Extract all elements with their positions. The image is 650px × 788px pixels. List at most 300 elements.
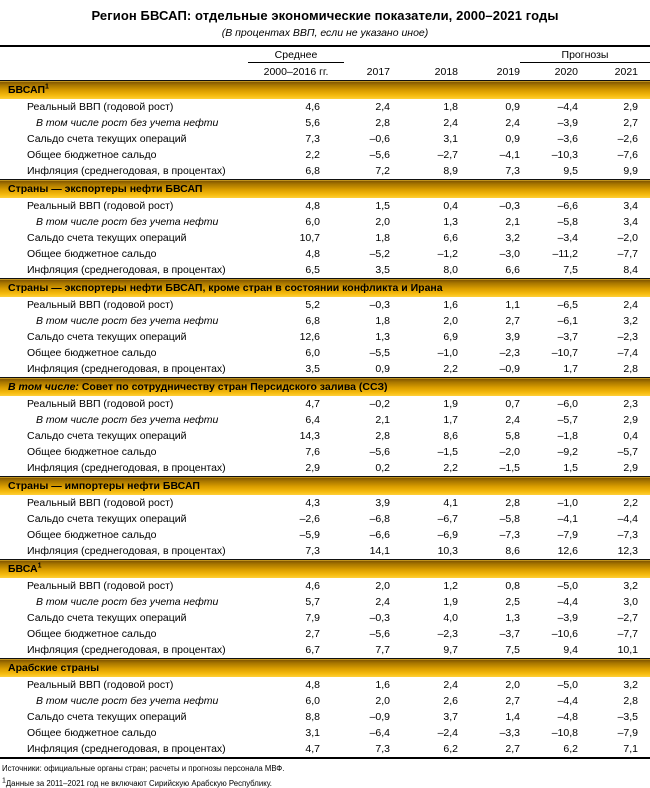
value-cell: –7,4 (617, 347, 638, 359)
value-cell: 3,4 (623, 200, 638, 212)
value-cell: –0,3 (499, 200, 520, 212)
header-spacer (638, 63, 650, 81)
value-cell: –3,9 (557, 117, 578, 129)
value-cell: –1,8 (557, 430, 578, 442)
value-cell: –5,8 (499, 513, 520, 525)
value-cell: 4,0 (443, 612, 458, 624)
value-cell: –3,3 (499, 727, 520, 739)
value-cell: 7,3 (375, 743, 390, 755)
value-cell: 4,8 (305, 200, 320, 212)
value-cell: 2,4 (505, 117, 520, 129)
value-cell: –5,6 (369, 446, 390, 458)
row-padding (638, 495, 650, 511)
value-cell: 6,7 (305, 644, 320, 656)
value-cell: –3,7 (499, 628, 520, 640)
footnote-1-text: Данные за 2011–2021 год не включают Сирийскую Арабскую Республику. (5, 779, 272, 788)
value-cell: –6,6 (369, 529, 390, 541)
value-cell: –2,3 (617, 331, 638, 343)
value-cell: 4,6 (305, 101, 320, 113)
column-header-2017: 2017 (366, 66, 390, 78)
table-row (0, 578, 650, 594)
value-cell: –7,3 (499, 529, 520, 541)
row-label: Реальный ВВП (годовой рост) (27, 398, 174, 410)
row-label: Инфляция (среднегодовая, в процентах) (27, 462, 226, 474)
row-label: Общее бюджетное сальдо (27, 529, 157, 541)
table-row (0, 99, 650, 115)
value-cell: 12,3 (617, 545, 638, 557)
value-cell: –5,8 (557, 216, 578, 228)
row-padding (638, 594, 650, 610)
value-cell: –3,6 (557, 133, 578, 145)
value-cell: 2,7 (505, 695, 520, 707)
value-cell: 3,1 (305, 727, 320, 739)
value-cell: –4,4 (557, 695, 578, 707)
section-header-label: Арабские страны (8, 661, 100, 674)
value-cell: –10,8 (551, 727, 578, 739)
row-label: Общее бюджетное сальдо (27, 248, 157, 260)
value-cell: 0,8 (505, 580, 520, 592)
row-label: Инфляция (среднегодовая, в процентах) (27, 264, 226, 276)
value-cell: –1,0 (557, 497, 578, 509)
row-label: Сальдо счета текущих операций (27, 513, 187, 525)
table-row (0, 444, 650, 460)
value-cell: –2,0 (617, 232, 638, 244)
row-label: Инфляция (среднегодовая, в процентах) (27, 743, 226, 755)
value-cell: 7,3 (305, 545, 320, 557)
value-cell: 2,0 (505, 679, 520, 691)
table-row (0, 198, 650, 214)
section-header (0, 560, 650, 579)
table-row (0, 677, 650, 693)
value-cell: 2,8 (375, 430, 390, 442)
value-cell: 2,8 (375, 117, 390, 129)
section-header-label: Страны — импортеры нефти БВСАП (8, 479, 200, 492)
value-cell: –2,3 (499, 347, 520, 359)
value-cell: –5,7 (617, 446, 638, 458)
value-cell: 6,6 (505, 264, 520, 276)
value-cell: 8,4 (623, 264, 638, 276)
value-cell: 0,4 (443, 200, 458, 212)
section-header (0, 659, 650, 678)
value-cell: 2,4 (505, 414, 520, 426)
header-spacer (0, 46, 248, 63)
value-cell: 6,6 (443, 232, 458, 244)
value-cell: 0,9 (375, 363, 390, 375)
row-padding (638, 610, 650, 626)
value-cell: –5,6 (369, 149, 390, 161)
row-label: Сальдо счета текущих операций (27, 133, 187, 145)
section-header (0, 279, 650, 298)
value-cell: –3,5 (617, 711, 638, 723)
value-cell: –3,4 (557, 232, 578, 244)
table-row (0, 709, 650, 725)
value-cell: –6,6 (557, 200, 578, 212)
value-cell: 2,0 (375, 216, 390, 228)
value-cell: 3,9 (505, 331, 520, 343)
value-cell: 3,1 (443, 133, 458, 145)
value-cell: 8,6 (443, 430, 458, 442)
value-cell: 1,2 (443, 580, 458, 592)
section-header (0, 477, 650, 496)
table-row (0, 725, 650, 741)
value-cell: 1,3 (375, 331, 390, 343)
row-padding (638, 131, 650, 147)
section-header-row (0, 279, 650, 298)
value-cell: –5,2 (369, 248, 390, 260)
value-cell: 7,3 (505, 165, 520, 177)
value-cell: 3,9 (375, 497, 390, 509)
value-cell: 4,1 (443, 497, 458, 509)
table-body (0, 81, 650, 759)
value-cell: 7,3 (305, 133, 320, 145)
column-group-row (0, 46, 650, 63)
section-header-row (0, 477, 650, 496)
value-cell: –7,9 (557, 529, 578, 541)
average-group-cell (248, 46, 320, 63)
value-cell: 2,0 (375, 580, 390, 592)
value-cell: –0,9 (369, 711, 390, 723)
column-group-forecasts: Прогнозы (520, 49, 650, 63)
row-padding (638, 444, 650, 460)
column-header-2018: 2018 (434, 66, 458, 78)
row-padding (638, 741, 650, 758)
value-cell: –5,9 (299, 529, 320, 541)
row-label: Реальный ВВП (годовой рост) (27, 200, 174, 212)
row-padding (638, 527, 650, 543)
value-cell: –4,4 (557, 101, 578, 113)
value-cell: –6,0 (557, 398, 578, 410)
value-cell: –9,2 (557, 446, 578, 458)
value-cell: 6,9 (443, 331, 458, 343)
row-label: Реальный ВВП (годовой рост) (27, 497, 174, 509)
value-cell: 1,3 (505, 612, 520, 624)
table-row (0, 214, 650, 230)
value-cell: 4,8 (305, 248, 320, 260)
value-cell: 8,6 (505, 545, 520, 557)
table-header (0, 46, 650, 81)
value-cell: –7,3 (617, 529, 638, 541)
value-cell: 7,6 (305, 446, 320, 458)
value-cell: 2,8 (505, 497, 520, 509)
value-cell: 2,9 (305, 462, 320, 474)
row-padding (638, 460, 650, 477)
table-row (0, 460, 650, 477)
row-label: Сальдо счета текущих операций (27, 711, 187, 723)
row-label: Общее бюджетное сальдо (27, 347, 157, 359)
value-cell: –6,1 (557, 315, 578, 327)
value-cell: 2,7 (505, 743, 520, 755)
row-padding (638, 709, 650, 725)
row-padding (638, 198, 650, 214)
value-cell: 2,8 (623, 695, 638, 707)
column-header-row (0, 63, 650, 81)
value-cell: 6,4 (305, 414, 320, 426)
value-cell: 9,7 (443, 644, 458, 656)
row-label: Сальдо счета текущих операций (27, 430, 187, 442)
indicators-table (0, 45, 650, 759)
value-cell: 6,8 (305, 315, 320, 327)
row-label: В том числе рост без учета нефти (36, 414, 219, 426)
value-cell: 1,5 (375, 200, 390, 212)
value-cell: 2,2 (305, 149, 320, 161)
table-row (0, 412, 650, 428)
value-cell: 1,9 (443, 596, 458, 608)
value-cell: –6,5 (557, 299, 578, 311)
value-cell: 7,5 (563, 264, 578, 276)
value-cell: 3,5 (305, 363, 320, 375)
table-row (0, 246, 650, 262)
section-header-label: БВСА (8, 562, 38, 575)
value-cell: 6,0 (305, 695, 320, 707)
value-cell: –5,5 (369, 347, 390, 359)
forecasts-group-cell (520, 46, 650, 63)
value-cell: –1,2 (437, 248, 458, 260)
table-row (0, 527, 650, 543)
value-cell: –0,9 (499, 363, 520, 375)
value-cell: 5,8 (505, 430, 520, 442)
section-header-row (0, 560, 650, 579)
value-cell: 2,4 (443, 117, 458, 129)
row-padding (638, 642, 650, 659)
value-cell: –4,1 (557, 513, 578, 525)
value-cell: 9,9 (623, 165, 638, 177)
value-cell: 2,4 (623, 299, 638, 311)
sources-note: Источники: официальные органы стран; расчеты и прогнозы персонала МВФ. (2, 764, 285, 773)
header-spacer (0, 63, 248, 81)
value-cell: –6,8 (369, 513, 390, 525)
value-cell: –7,7 (617, 628, 638, 640)
table-row (0, 511, 650, 527)
value-cell: –2,7 (437, 149, 458, 161)
value-cell: –6,4 (369, 727, 390, 739)
value-cell: 14,3 (299, 430, 320, 442)
value-cell: 1,1 (505, 299, 520, 311)
value-cell: 8,8 (305, 711, 320, 723)
value-cell: 2,7 (305, 628, 320, 640)
value-cell: 9,5 (563, 165, 578, 177)
table-row (0, 610, 650, 626)
value-cell: 9,4 (563, 644, 578, 656)
row-label: Реальный ВВП (годовой рост) (27, 580, 174, 592)
row-padding (638, 412, 650, 428)
table-row (0, 594, 650, 610)
row-label: Инфляция (среднегодовая, в процентах) (27, 165, 226, 177)
row-label: В том числе рост без учета нефти (36, 216, 219, 228)
value-cell: 2,8 (623, 363, 638, 375)
value-cell: –0,6 (369, 133, 390, 145)
value-cell: –3,7 (557, 331, 578, 343)
value-cell: 3,2 (623, 679, 638, 691)
value-cell: 1,5 (563, 462, 578, 474)
table-row (0, 297, 650, 313)
table-row (0, 329, 650, 345)
row-label: Реальный ВВП (годовой рост) (27, 299, 174, 311)
value-cell: 5,6 (305, 117, 320, 129)
value-cell: –2,4 (437, 727, 458, 739)
row-padding (638, 99, 650, 115)
value-cell: 6,2 (563, 743, 578, 755)
value-cell: –3,9 (557, 612, 578, 624)
row-padding (638, 578, 650, 594)
value-cell: 4,6 (305, 580, 320, 592)
row-label: Реальный ВВП (годовой рост) (27, 679, 174, 691)
value-cell: 2,0 (375, 695, 390, 707)
row-label: Общее бюджетное сальдо (27, 446, 157, 458)
value-cell: 2,4 (375, 101, 390, 113)
value-cell: 1,9 (443, 398, 458, 410)
value-cell: 6,8 (305, 165, 320, 177)
row-label: В том числе рост без учета нефти (36, 695, 219, 707)
value-cell: –4,1 (499, 149, 520, 161)
value-cell: 1,3 (443, 216, 458, 228)
row-label: В том числе рост без учета нефти (36, 315, 219, 327)
value-cell: –7,7 (617, 248, 638, 260)
row-padding (638, 511, 650, 527)
value-cell: –0,3 (369, 612, 390, 624)
section-header (0, 378, 650, 397)
value-cell: 1,6 (375, 679, 390, 691)
value-cell: –0,3 (369, 299, 390, 311)
value-cell: 1,4 (505, 711, 520, 723)
value-cell: 1,7 (443, 414, 458, 426)
value-cell: –5,6 (369, 628, 390, 640)
value-cell: –5,0 (557, 679, 578, 691)
section-header-row (0, 180, 650, 199)
table-row (0, 626, 650, 642)
value-cell: 1,8 (375, 232, 390, 244)
value-cell: 6,0 (305, 216, 320, 228)
table-row (0, 495, 650, 511)
value-cell: 8,9 (443, 165, 458, 177)
value-cell: 2,2 (443, 462, 458, 474)
value-cell: 2,7 (505, 315, 520, 327)
row-label: Инфляция (среднегодовая, в процентах) (27, 363, 226, 375)
value-cell: –7,9 (617, 727, 638, 739)
row-label: Инфляция (среднегодовая, в процентах) (27, 545, 226, 557)
row-padding (638, 262, 650, 279)
value-cell: 3,7 (443, 711, 458, 723)
row-padding (638, 297, 650, 313)
row-padding (638, 677, 650, 693)
row-padding (638, 230, 650, 246)
page-title: Регион БВСАП: отдельные экономические показатели, 2000–2021 годы (91, 8, 559, 23)
value-cell: 3,4 (623, 216, 638, 228)
value-cell: 4,3 (305, 497, 320, 509)
value-cell: 14,1 (369, 545, 390, 557)
table-row (0, 428, 650, 444)
row-label: В том числе рост без учета нефти (36, 117, 219, 129)
section-header-row (0, 378, 650, 397)
row-padding (638, 693, 650, 709)
table-row (0, 361, 650, 378)
row-padding (638, 246, 650, 262)
value-cell: –5,0 (557, 580, 578, 592)
value-cell: 0,9 (505, 101, 520, 113)
value-cell: 8,0 (443, 264, 458, 276)
value-cell: –3,0 (499, 248, 520, 260)
section-header-label: БВСАП (8, 83, 46, 96)
table-row (0, 163, 650, 180)
value-cell: 2,1 (505, 216, 520, 228)
value-cell: 0,4 (623, 430, 638, 442)
table-row (0, 115, 650, 131)
value-cell: 2,4 (375, 596, 390, 608)
row-padding (638, 147, 650, 163)
value-cell: 2,7 (623, 117, 638, 129)
value-cell: 10,3 (437, 545, 458, 557)
value-cell: –6,7 (437, 513, 458, 525)
value-cell: 2,2 (623, 497, 638, 509)
value-cell: 7,2 (375, 165, 390, 177)
table-row (0, 543, 650, 560)
column-header-2020: 2020 (554, 66, 578, 78)
table-row (0, 230, 650, 246)
table-row (0, 147, 650, 163)
section-header-row (0, 659, 650, 678)
value-cell: –5,7 (557, 414, 578, 426)
value-cell: 12,6 (557, 545, 578, 557)
value-cell: 10,7 (299, 232, 320, 244)
value-cell: –2,6 (299, 513, 320, 525)
value-cell: 2,4 (443, 679, 458, 691)
row-label: Сальдо счета текущих операций (27, 331, 187, 343)
value-cell: 2,9 (623, 414, 638, 426)
value-cell: 3,5 (375, 264, 390, 276)
value-cell: –4,8 (557, 711, 578, 723)
section-header (0, 180, 650, 199)
value-cell: 6,5 (305, 264, 320, 276)
section-header-label: Страны — экспортеры нефти БВСАП (8, 182, 203, 195)
value-cell: 2,9 (623, 101, 638, 113)
value-cell: 7,9 (305, 612, 320, 624)
value-cell: –1,0 (437, 347, 458, 359)
value-cell: 6,0 (305, 347, 320, 359)
row-padding (638, 214, 650, 230)
value-cell: –4,4 (557, 596, 578, 608)
value-cell: 7,5 (505, 644, 520, 656)
value-cell: 5,2 (305, 299, 320, 311)
value-cell: 2,6 (443, 695, 458, 707)
value-cell: 3,2 (623, 315, 638, 327)
row-label: Сальдо счета текущих операций (27, 612, 187, 624)
value-cell: 1,7 (563, 363, 578, 375)
section-header-label: Совет по сотрудничеству стран Персидского залива (ССЗ) (81, 380, 388, 393)
value-cell: –0,2 (369, 398, 390, 410)
value-cell: –1,5 (437, 446, 458, 458)
row-padding (638, 345, 650, 361)
value-cell: 2,0 (443, 315, 458, 327)
row-padding (638, 115, 650, 131)
value-cell: 3,0 (623, 596, 638, 608)
row-padding (638, 626, 650, 642)
value-cell: 0,2 (375, 462, 390, 474)
value-cell: 2,5 (505, 596, 520, 608)
row-label: Общее бюджетное сальдо (27, 628, 157, 640)
table-row (0, 396, 650, 412)
row-label: Общее бюджетное сальдо (27, 149, 157, 161)
value-cell: 4,7 (305, 743, 320, 755)
value-cell: 1,8 (443, 101, 458, 113)
table-row (0, 313, 650, 329)
column-group-average: Среднее (248, 49, 344, 63)
value-cell: 1,8 (375, 315, 390, 327)
value-cell: 0,9 (505, 133, 520, 145)
row-padding (638, 163, 650, 180)
value-cell: –10,3 (551, 149, 578, 161)
value-cell: –11,2 (552, 248, 578, 260)
column-header-average-period: 2000–2016 гг. (263, 66, 329, 78)
column-header-2021: 2021 (614, 66, 638, 78)
